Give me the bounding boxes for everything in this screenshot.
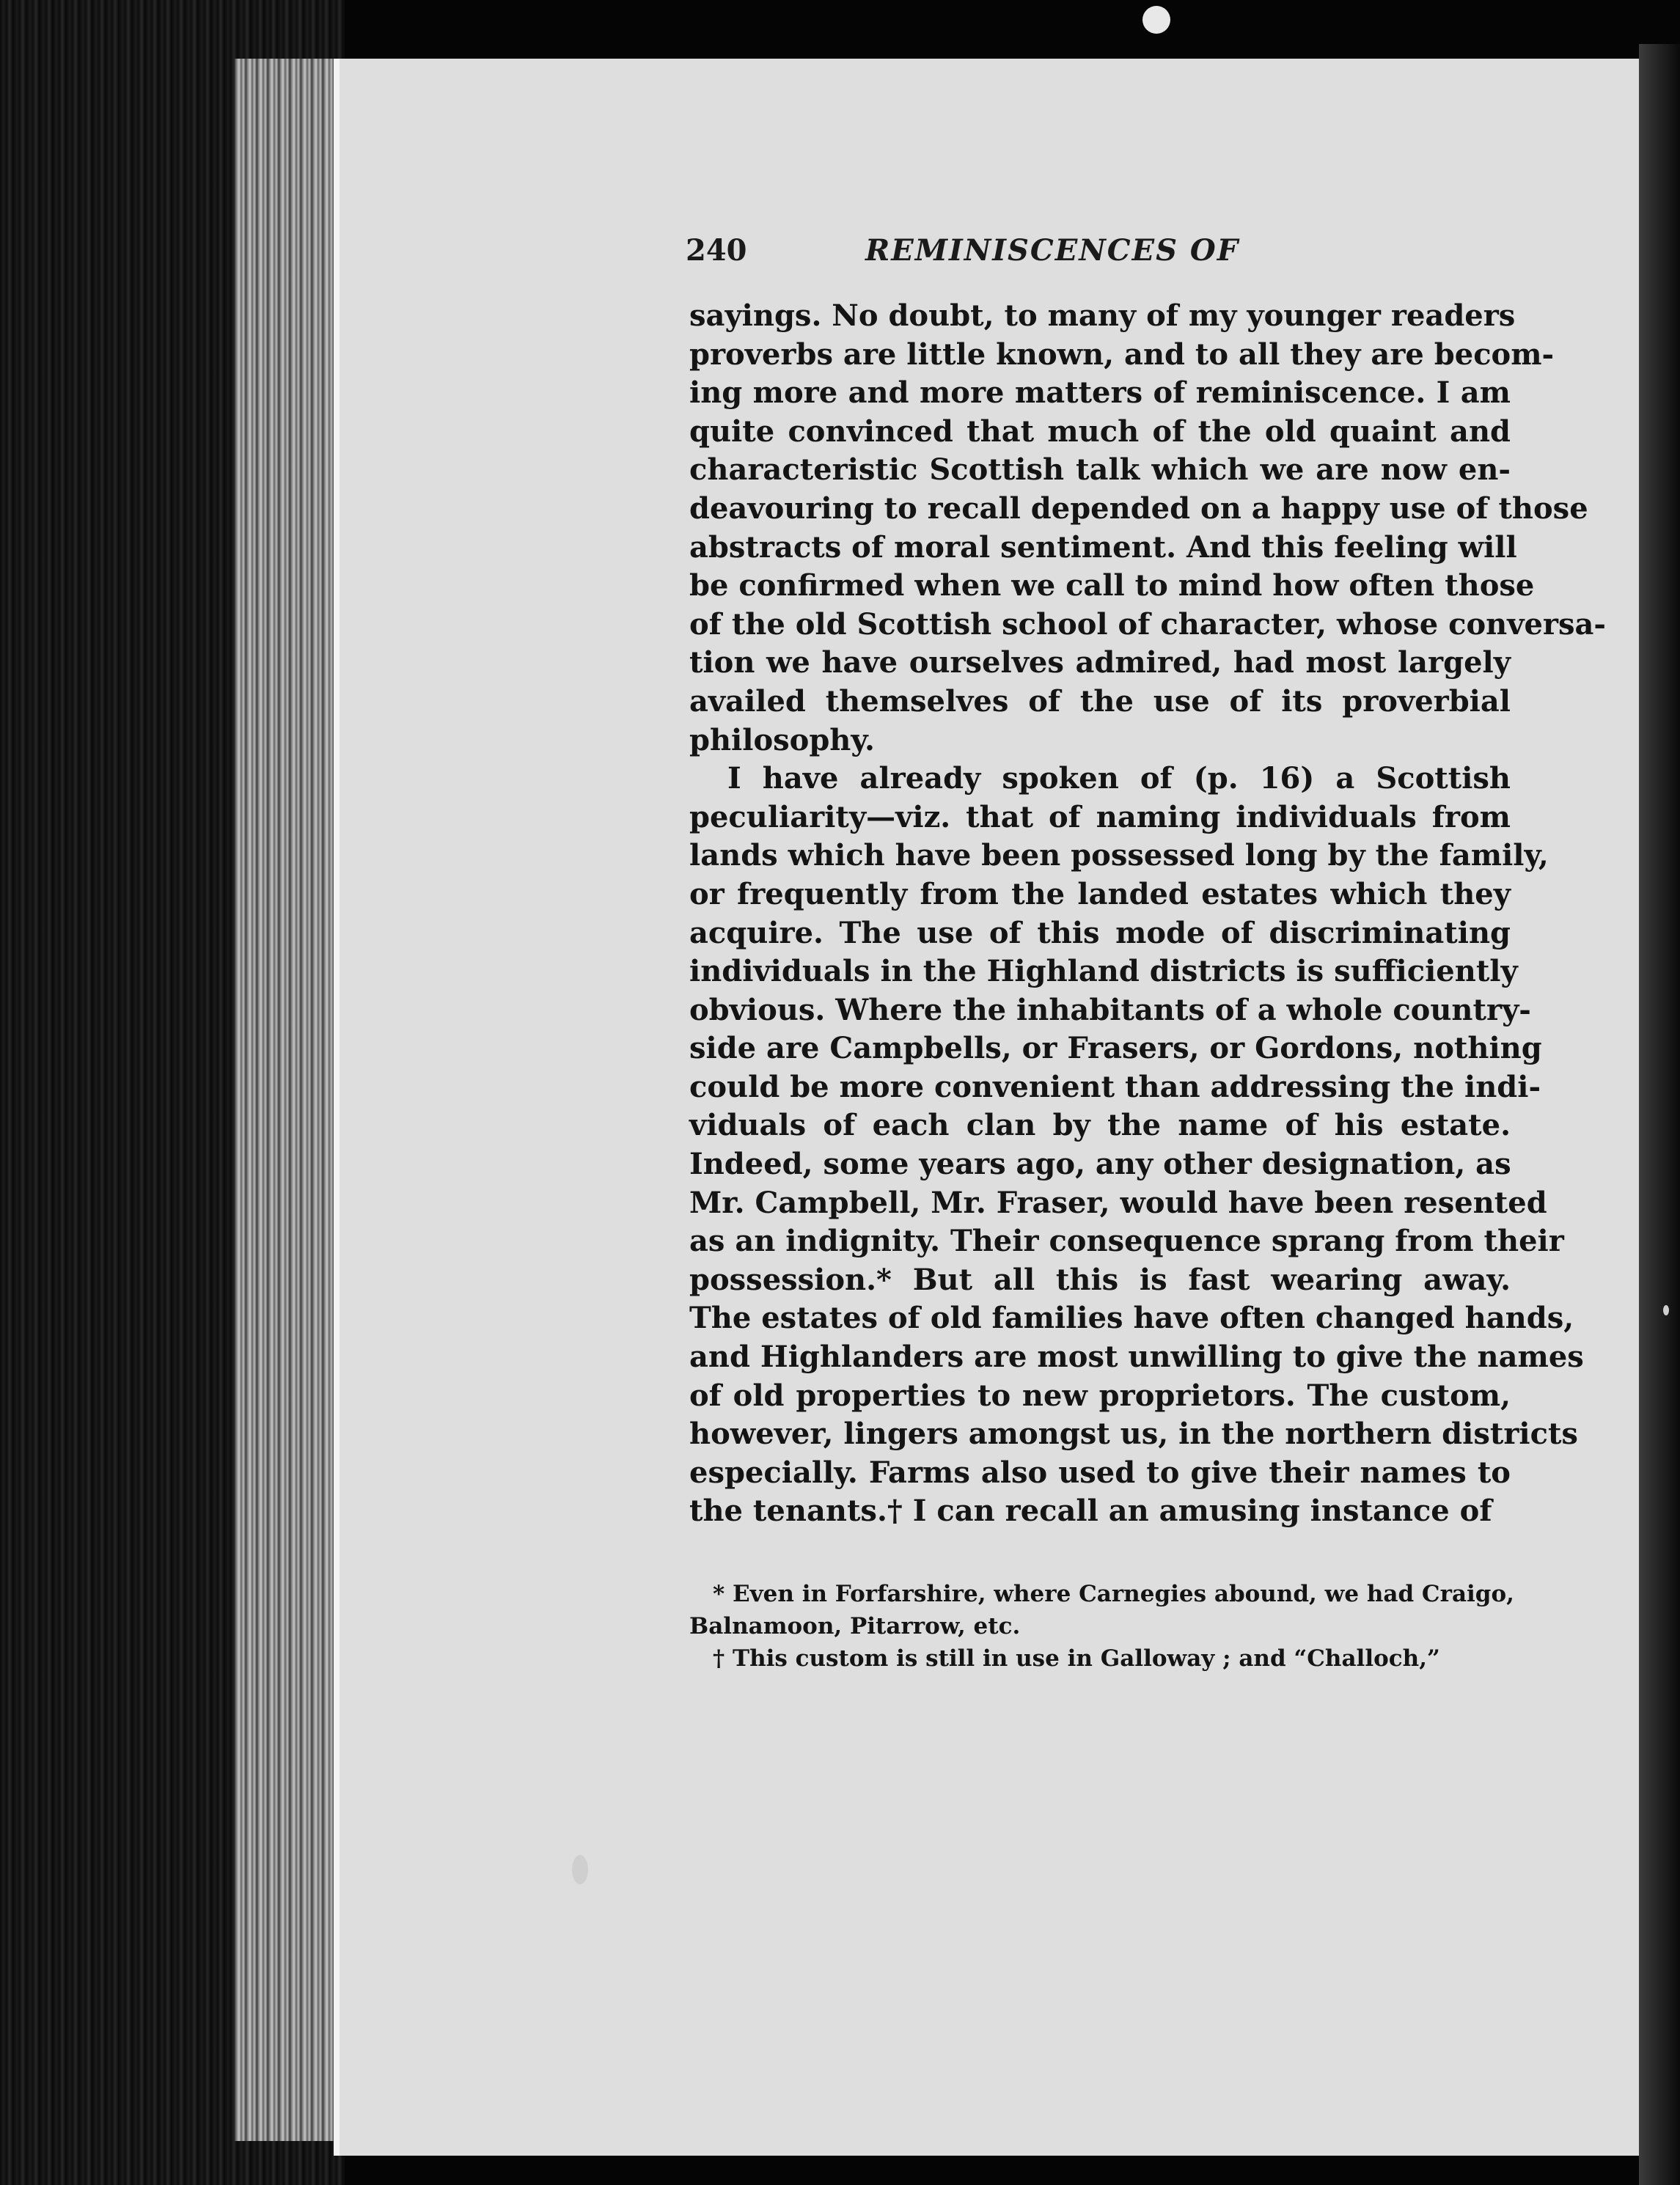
text-line: and Highlanders are most unwilling to give the names [689,1340,1584,1375]
text-line: side are Campbells, or Frasers, or Gordons, nothing [689,1031,1542,1066]
text-line: be confirmed when we call to mind how often those [689,568,1535,603]
text-line: availed themselves of the use of its proverbial [689,683,1511,719]
text-line: acquire. The use of this mode of discriminating [689,915,1511,950]
page-speck [1663,1305,1669,1315]
page-edges [235,59,345,2141]
text-line: or frequently from the landed estates which they [689,876,1511,911]
footnote-line: † This custom is still in use in Galloway ; and “Challoch,” [713,1645,1440,1672]
text-line: of old properties to new proprietors. The custom, [689,1378,1511,1413]
text-line: viduals of each clan by the name of his estate. [689,1108,1511,1143]
text-line: deavouring to recall depended on a happy use of those [689,491,1588,526]
text-line: Mr. Campbell, Mr. Fraser, would have been resented [689,1185,1547,1220]
page-speck [572,1855,588,1884]
text-line: proverbs are little known, and to all they are becom- [689,337,1555,372]
right-shadow [1639,44,1680,2185]
text-line: peculiarity—viz. that of naming individuals from [689,799,1511,834]
text-line: obvious. Where the inhabitants of a whole country- [689,992,1531,1027]
text-line: abstracts of moral sentiment. And this feeling will [689,529,1517,565]
text-line: Indeed, some years ago, any other designation, as [689,1147,1511,1182]
running-head [686,233,1508,277]
text-line: lands which have been possessed long by the family, [689,838,1549,873]
text-line: I have already spoken of (p. 16) a Scottish [727,761,1511,796]
text-line: The estates of old families have often changed hands, [689,1301,1574,1336]
page-number: 240 [686,233,747,268]
running-head-title: REMINISCENCES OF [865,233,1240,268]
footnotes [689,1578,1514,1675]
text-line: tion we have ourselves admired, had most largely [689,645,1511,680]
text-line: as an indignity. Their consequence sprang from their [689,1224,1564,1259]
footnote-line: * Even in Forfarshire, where Carnegies abound, we had Craigo, [713,1581,1514,1607]
text-line: characteristic Scottish talk which we are now en- [689,452,1511,488]
text-line: of the old Scottish school of character, whose conversa- [689,606,1607,642]
text-line: the tenants.† I can recall an amusing instance of [689,1494,1492,1529]
text-line: individuals in the Highland districts is sufficiently [689,954,1518,989]
body-text [689,297,1607,1531]
text-line: quite convinced that much of the old quaint and [689,414,1511,449]
text-line: could be more convenient than addressing the indi- [689,1069,1541,1104]
text-line: especially. Farms also used to give their names to [689,1455,1511,1490]
text-line: philosophy. [689,722,875,757]
text-line: however, lingers amongst us, in the northern districts [689,1417,1578,1452]
text-line: sayings. No doubt, to many of my younger readers [689,298,1516,333]
text-line: ing more and more matters of reminiscence. I am [689,375,1511,411]
text-line: possession.* But all this is fast wearing away. [689,1262,1511,1297]
footnote-line: Balnamoon, Pitarrow, etc. [689,1613,1021,1639]
binding-hole [1142,6,1170,34]
